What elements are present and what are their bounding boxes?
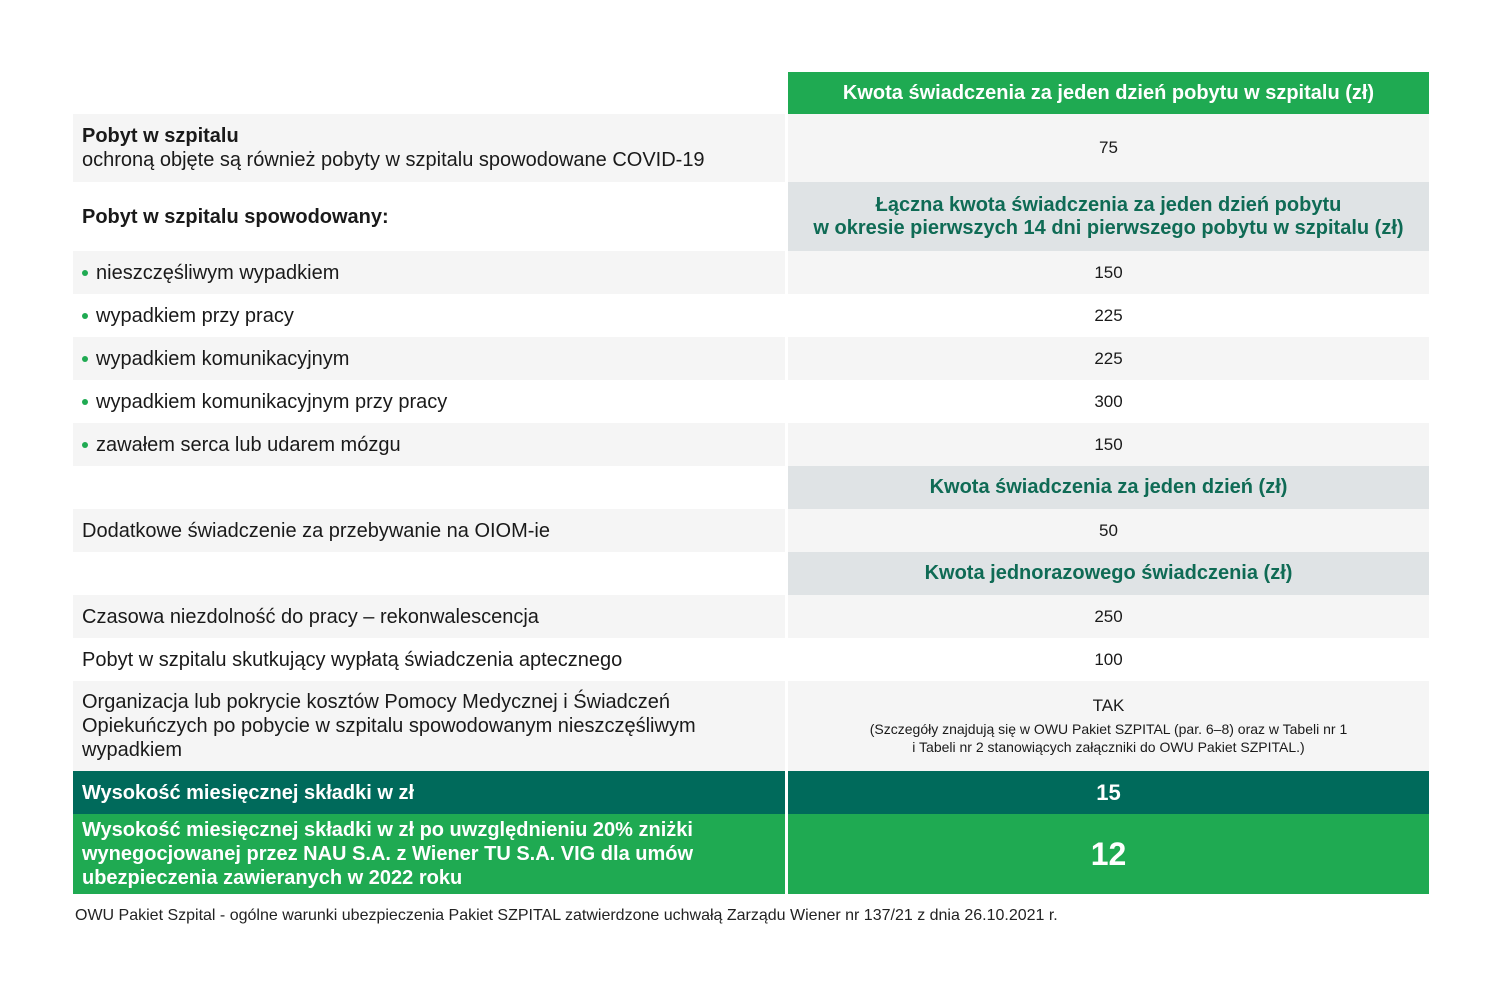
care-line3: wypadkiem xyxy=(82,739,183,761)
hospital-title: Pobyt w szpitalu xyxy=(82,125,239,147)
hospital-subtitle: ochroną objęte są również pobyty w szpitalu spowodowane COVID-19 xyxy=(82,149,705,171)
bullet-icon xyxy=(82,313,88,319)
table-row-discount xyxy=(73,814,1429,894)
table-row-per-day-header xyxy=(73,466,1429,509)
table-row-hospital xyxy=(73,114,1429,182)
table-row xyxy=(73,423,1429,466)
table-row xyxy=(73,251,1429,294)
benefits-table xyxy=(73,72,1429,894)
care-note-line2: i Tabeli nr 2 stanowiących załączniki do OWU Pakiet SZPITAL.) xyxy=(912,739,1305,755)
table-row xyxy=(73,294,1429,337)
recovery-label: Czasowa niezdolność do pracy – rekonwalescencja xyxy=(73,595,785,638)
table-header-row xyxy=(73,72,1429,114)
table-row-premium xyxy=(73,771,1429,814)
bullet-value: 225 xyxy=(788,337,1429,380)
care-line1: Organizacja lub pokrycie kosztów Pomocy Medycznej i Świadczeń xyxy=(82,691,671,713)
footnote: OWU Pakiet Szpital - ogólne warunki ubezpieczenia Pakiet SZPITAL zatwierdzone uchwałą Zarządu Wiener nr 137/21 z dnia 26.10.2021 r. xyxy=(75,907,1058,924)
bullet-label: nieszczęśliwym wypadkiem xyxy=(96,261,340,284)
header-total-line1: Łączna kwota świadczenia za jeden dzień pobytu xyxy=(875,193,1342,216)
care-label xyxy=(73,681,785,771)
table-row xyxy=(73,380,1429,423)
bullet-value: 150 xyxy=(788,251,1429,294)
header-total-line2: w okresie pierwszych 14 dni pierwszego pobytu w szpitalu (zł) xyxy=(813,216,1404,239)
discount-line3: ubezpieczenia zawieranych w 2022 roku xyxy=(82,867,463,889)
discount-label xyxy=(73,814,785,894)
oiom-value: 50 xyxy=(788,509,1429,552)
table-row-recovery xyxy=(73,595,1429,638)
bullet-label: wypadkiem przy pracy xyxy=(96,304,294,327)
discount-line2: wynegocjowanej przez NAU S.A. z Wiener TU S.A. VIG dla umów xyxy=(82,843,694,865)
header-per-day: Kwota świadczenia za jeden dzień (zł) xyxy=(788,466,1429,509)
table-row-one-time-header xyxy=(73,552,1429,595)
premium-label: Wysokość miesięcznej składki w zł xyxy=(73,771,785,814)
bullet-value: 300 xyxy=(1094,391,1123,411)
care-line2: Opiekuńczych po pobycie w szpitalu spowodowanym nieszczęśliwym xyxy=(82,715,696,737)
table-row-oiom xyxy=(73,509,1429,552)
header-total-amount xyxy=(788,182,1429,251)
care-value: TAK xyxy=(1092,696,1125,715)
table-row xyxy=(73,337,1429,380)
pharmacy-value: 100 xyxy=(1094,649,1123,669)
table-row-care xyxy=(73,681,1429,771)
bullet-value: 150 xyxy=(788,423,1429,466)
discount-line1: Wysokość miesięcznej składki w zł po uwzględnieniu 20% zniżki xyxy=(82,819,693,841)
pharmacy-label: Pobyt w szpitalu skutkujący wypłatą świadczenia aptecznego xyxy=(82,648,623,671)
premium-value: 15 xyxy=(788,771,1429,814)
bullet-icon xyxy=(82,399,88,405)
bullet-label: zawałem serca lub udarem mózgu xyxy=(96,433,401,456)
table-row-pharmacy xyxy=(73,638,1429,681)
bullet-icon xyxy=(82,356,88,362)
header-one-time: Kwota jednorazowego świadczenia (zł) xyxy=(788,552,1429,595)
care-value-cell xyxy=(788,681,1429,771)
oiom-label: Dodatkowe świadczenie za przebywanie na OIOM-ie xyxy=(73,509,785,552)
hospital-value: 75 xyxy=(788,114,1429,182)
care-note-line1: (Szczegóły znajdują się w OWU Pakiet SZPITAL (par. 6–8) oraz w Tabeli nr 1 xyxy=(869,721,1348,737)
header-daily-amount: Kwota świadczenia za jeden dzień pobytu w szpitalu (zł) xyxy=(788,72,1429,114)
recovery-value: 250 xyxy=(788,595,1429,638)
bullet-icon xyxy=(82,270,88,276)
caused-title: Pobyt w szpitalu spowodowany: xyxy=(82,205,389,228)
table-row-caused xyxy=(73,182,1429,251)
discount-value: 12 xyxy=(788,814,1429,894)
bullet-label: wypadkiem komunikacyjnym przy pracy xyxy=(96,390,448,413)
bullet-label: wypadkiem komunikacyjnym xyxy=(96,347,350,370)
bullet-icon xyxy=(82,442,88,448)
bullet-value: 225 xyxy=(1094,305,1123,325)
